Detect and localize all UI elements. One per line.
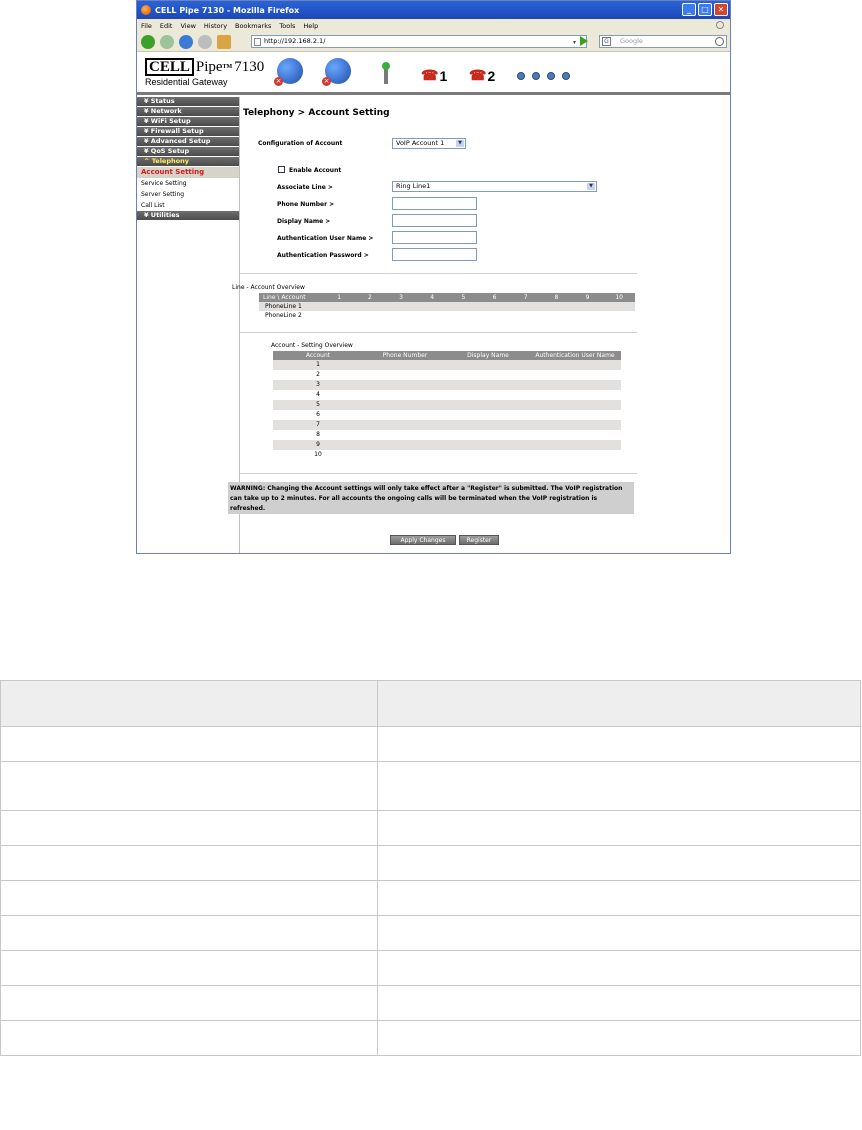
sidebar-sub-call-list[interactable]: Call List xyxy=(137,200,239,211)
url-bar[interactable] xyxy=(251,35,587,48)
logo-cell: CELL xyxy=(145,58,194,76)
table-cell xyxy=(378,986,861,1021)
table-cell xyxy=(378,1021,861,1056)
table-row xyxy=(1,846,861,881)
table-cell xyxy=(378,762,861,811)
table-cell xyxy=(1,846,378,881)
associate-line-label: Associate Line > xyxy=(277,184,333,191)
page-icon xyxy=(254,38,261,46)
warning-message: WARNING: Changing the Account settings will only take effect after a "Register" is submitted. The VoIP registration can take up to 2 minutes. For all accounts the ongoing calls will be terminated when the VoIP registration is refreshed. xyxy=(228,482,634,514)
table-cell xyxy=(378,916,861,951)
line-header-cell: Line \ Account xyxy=(263,294,306,301)
table-row xyxy=(1,951,861,986)
table-row xyxy=(1,881,861,916)
account-overview-header xyxy=(273,351,621,360)
divider xyxy=(240,473,637,474)
menu-bookmarks[interactable]: Bookmarks xyxy=(235,21,272,30)
close-button[interactable]: ✕ xyxy=(714,3,728,16)
search-icon[interactable] xyxy=(715,37,724,46)
table-row xyxy=(1,1021,861,1056)
account-overview-table xyxy=(273,351,621,460)
globe-icon[interactable]: × xyxy=(277,58,303,84)
status-dots-icon xyxy=(517,72,570,80)
divider xyxy=(240,332,637,333)
logo-tm: TM xyxy=(222,64,233,70)
sidebar-item-firewall[interactable]: ¥ Firewall Setup xyxy=(137,127,239,137)
table-row xyxy=(1,811,861,846)
throbber-icon xyxy=(716,21,724,29)
antenna-icon[interactable] xyxy=(373,58,399,84)
sidebar-sub-service-setting[interactable]: Service Setting xyxy=(137,178,239,189)
divider xyxy=(240,273,637,274)
line-header-cell: 8 xyxy=(554,294,559,301)
header-cell xyxy=(1,681,378,727)
table-cell xyxy=(1,1021,378,1056)
url-dropdown-icon[interactable]: ▾ xyxy=(572,39,576,46)
enable-account-label: Enable Account xyxy=(289,167,342,174)
sidebar-item-qos[interactable]: ¥ QoS Setup xyxy=(137,147,239,157)
account-rows xyxy=(273,360,621,460)
phone-number-label: Phone Number > xyxy=(277,201,335,208)
table-row: PhoneLine 1 xyxy=(259,302,635,311)
table-row: 6 xyxy=(316,411,320,418)
url-text: http://192.168.2.1/ xyxy=(264,37,326,45)
table-row: PhoneLine 2 xyxy=(265,312,302,319)
logo-model: 7130 xyxy=(234,58,265,75)
associate-line-select[interactable] xyxy=(392,181,597,192)
search-placeholder: Google xyxy=(620,37,643,45)
table-cell xyxy=(378,846,861,881)
navigation-toolbar xyxy=(137,32,730,52)
search-bar[interactable] xyxy=(599,35,727,48)
table-row: 5 xyxy=(273,400,621,410)
account-header-cell: Phone Number xyxy=(382,352,428,359)
menu-tools[interactable]: Tools xyxy=(279,21,296,30)
table-row xyxy=(1,762,861,811)
config-account-select[interactable] xyxy=(392,138,466,149)
menu-file[interactable]: File xyxy=(141,21,152,30)
table-row xyxy=(1,727,861,762)
maximize-button[interactable]: □ xyxy=(698,3,712,16)
phone-line-2-icon[interactable]: ☎ 2 xyxy=(469,67,496,84)
document-table-header xyxy=(1,681,861,727)
table-row: 3 xyxy=(273,380,621,390)
table-cell xyxy=(378,951,861,986)
account-overview-title: Account - Setting Overview xyxy=(271,342,353,349)
sidebar-item-wifi[interactable]: ¥ WiFi Setup xyxy=(137,117,239,127)
table-row: 4 xyxy=(316,391,320,398)
table-row: 10 xyxy=(314,451,322,458)
associate-line-value: Ring Line1 xyxy=(396,182,431,190)
line-header-cell: 2 xyxy=(367,294,372,301)
table-cell xyxy=(378,727,861,762)
table-cell xyxy=(378,811,861,846)
table-cell xyxy=(1,916,378,951)
sidebar-item-status[interactable]: ¥ Status xyxy=(137,97,239,107)
main-content xyxy=(230,97,730,553)
table-row: 9 xyxy=(273,440,621,450)
menu-view[interactable]: View xyxy=(180,21,196,30)
table-row xyxy=(1,916,861,951)
sidebar-sub-server-setting[interactable]: Server Setting xyxy=(137,189,239,200)
forward-icon[interactable] xyxy=(160,35,174,49)
gear-globe-icon[interactable]: × xyxy=(325,58,351,84)
account-header-cell: Account xyxy=(305,352,331,359)
home-icon[interactable] xyxy=(217,35,231,49)
menu-history[interactable]: History xyxy=(203,21,228,30)
display-name-input[interactable] xyxy=(392,214,477,227)
phone-line-1-icon[interactable]: ☎ 1 xyxy=(421,67,448,84)
line-header-cell: 6 xyxy=(492,294,497,301)
back-icon[interactable] xyxy=(141,35,155,49)
firefox-icon xyxy=(141,5,151,15)
table-cell xyxy=(1,727,378,762)
auth-username-label: Authentication User Name > xyxy=(277,235,374,242)
document-table xyxy=(0,680,861,1056)
go-icon[interactable] xyxy=(580,36,588,46)
table-row: 7 xyxy=(273,420,621,430)
auth-password-label: Authentication Password > xyxy=(277,252,369,259)
line-header-cell: 3 xyxy=(399,294,403,301)
line-header-cell: 9 xyxy=(585,294,590,301)
browser-window xyxy=(136,0,731,554)
apply-changes-button[interactable]: Apply Changes xyxy=(390,535,456,545)
sidebar-item-network[interactable]: ¥ Network xyxy=(137,107,239,117)
title-bar xyxy=(137,1,730,19)
sidebar-item-advanced[interactable]: ¥ Advanced Setup xyxy=(137,137,239,147)
line-header-cell: 7 xyxy=(523,294,528,301)
logo-pipe: Pipe xyxy=(195,58,223,75)
chevron-down-icon: ▼ xyxy=(587,183,595,190)
line-header-cell: 5 xyxy=(461,294,466,301)
table-cell xyxy=(1,762,378,811)
menu-bar xyxy=(137,19,730,32)
chevron-down-icon: ▼ xyxy=(456,140,464,147)
stop-icon[interactable] xyxy=(198,35,212,49)
reload-icon[interactable] xyxy=(179,35,193,49)
sidebar xyxy=(137,97,240,554)
table-row: 2 xyxy=(316,371,320,378)
account-header-cell: Display Name xyxy=(467,352,509,359)
config-account-value: VoIP Account 1 xyxy=(396,139,445,147)
sidebar-sub-account-setting[interactable]: Account Setting xyxy=(137,167,239,178)
logo-subtitle: Residential Gateway xyxy=(145,77,228,87)
menu-help[interactable]: Help xyxy=(303,21,319,30)
table-row: 8 xyxy=(316,431,320,438)
line-overview-header xyxy=(259,293,635,302)
account-header-cell: Authentication User Name xyxy=(535,352,615,359)
line-header-cell: 4 xyxy=(430,294,435,301)
display-name-label: Display Name > xyxy=(277,218,331,225)
register-button[interactable]: Register xyxy=(459,535,499,545)
sidebar-item-utilities[interactable]: ¥ Utilities xyxy=(137,211,239,221)
window-title: CELL Pipe 7130 - Mozilla Firefox xyxy=(155,5,300,15)
line-header-cell: 10 xyxy=(615,294,623,301)
phone-number-input[interactable] xyxy=(392,197,477,210)
enable-account-checkbox[interactable] xyxy=(278,166,285,173)
sidebar-item-telephony[interactable]: ^ Telephony xyxy=(137,157,239,167)
cellpipe-logo xyxy=(145,58,264,87)
table-cell xyxy=(1,951,378,986)
line-overview-table xyxy=(259,293,635,320)
table-cell xyxy=(1,811,378,846)
auth-username-input[interactable] xyxy=(392,231,477,244)
menu-edit[interactable]: Edit xyxy=(159,21,173,30)
header-cell xyxy=(378,681,861,727)
table-row: 1 xyxy=(273,360,621,370)
page-title: Telephony > Account Setting xyxy=(243,108,390,118)
config-account-label: Configuration of Account xyxy=(258,140,343,147)
table-cell xyxy=(1,881,378,916)
line-header-cell: 1 xyxy=(337,294,342,301)
auth-password-input[interactable] xyxy=(392,248,477,261)
table-row xyxy=(1,986,861,1021)
google-icon[interactable]: G xyxy=(602,37,611,46)
gateway-banner xyxy=(137,52,730,95)
line-overview-title: Line - Account Overview xyxy=(232,284,305,291)
minimize-button[interactable]: _ xyxy=(682,3,696,16)
table-cell xyxy=(378,881,861,916)
table-cell xyxy=(1,986,378,1021)
